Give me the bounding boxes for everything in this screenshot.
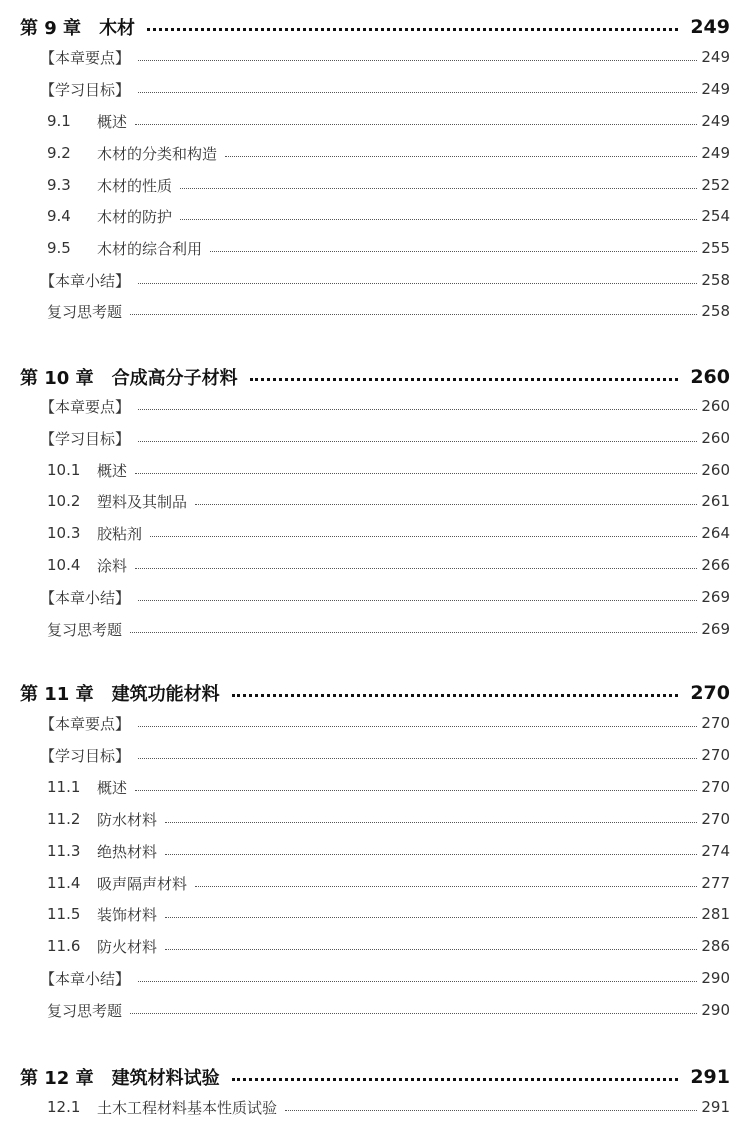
page-number: 274 (701, 842, 730, 860)
toc-entry[interactable] (47, 774, 730, 800)
entry-title: 木材的综合利用 (97, 239, 203, 258)
chapter-number: 第 12 章 (20, 1068, 94, 1089)
entry-title: 吸声隔声材料 (97, 874, 188, 893)
toc-entry[interactable] (47, 520, 730, 546)
toc-entry[interactable] (40, 267, 730, 293)
page-number: 270 (701, 778, 730, 796)
page-number: 264 (701, 524, 730, 542)
page-number: 270 (701, 810, 730, 828)
toc-entry[interactable] (47, 108, 730, 134)
toc-entry[interactable] (47, 235, 730, 261)
entry-title: 复习思考题 (47, 620, 123, 639)
chapter-heading[interactable] (20, 362, 730, 392)
entry-title: 概述 (97, 461, 128, 480)
page-number: 291 (690, 1066, 730, 1088)
chapter-title: 合成高分子材料 (111, 368, 238, 389)
page-number: 249 (701, 144, 730, 162)
entry-title: 木材的分类和构造 (97, 144, 218, 163)
chapter-number: 第 10 章 (20, 368, 94, 389)
entry-title: 概述 (97, 112, 128, 131)
entry-title: 涂料 (97, 556, 128, 575)
section-number: 11.6 (47, 937, 81, 955)
page-number: 277 (701, 874, 730, 892)
page-number: 249 (690, 16, 730, 38)
chapter-title: 建筑功能材料 (111, 684, 220, 705)
entry-title: 木材的性质 (97, 176, 173, 195)
toc-entry[interactable] (47, 1094, 730, 1120)
toc-entry[interactable] (40, 393, 730, 419)
toc-entry[interactable] (47, 616, 730, 642)
toc-entry[interactable] (47, 838, 730, 864)
toc-entry[interactable] (47, 806, 730, 832)
page-number: 252 (701, 176, 730, 194)
page-number: 270 (701, 714, 730, 732)
dot-leader (225, 156, 697, 157)
toc-entry[interactable] (47, 457, 730, 483)
page-number: 258 (701, 302, 730, 320)
toc-entry[interactable] (47, 298, 730, 324)
dot-leader (165, 822, 697, 823)
entry-title: 【本章小结】 (40, 969, 131, 988)
toc-entry[interactable] (40, 425, 730, 451)
dot-leader (138, 981, 697, 982)
chapter-title: 木材 (99, 18, 136, 39)
dot-leader (130, 314, 697, 315)
dot-leader (138, 92, 697, 93)
page-number: 269 (701, 620, 730, 638)
dot-leader (138, 758, 697, 759)
entry-title: 木材的防护 (97, 207, 173, 226)
page-number: 255 (701, 239, 730, 257)
entry-title: 塑料及其制品 (97, 492, 188, 511)
entry-title: 土木工程材料基本性质试验 (97, 1098, 278, 1117)
dot-leader (232, 694, 679, 697)
page-number: 281 (701, 905, 730, 923)
toc-entry[interactable] (40, 710, 730, 736)
page-number: 254 (701, 207, 730, 225)
section-number: 10.1 (47, 461, 81, 479)
toc-entry[interactable] (40, 584, 730, 610)
page-number: 249 (701, 48, 730, 66)
section-number: 11.4 (47, 874, 81, 892)
dot-leader (195, 504, 697, 505)
entry-title: 【学习目标】 (40, 746, 131, 765)
dot-leader (138, 409, 697, 410)
page-number: 249 (701, 112, 730, 130)
entry-title: 装饰材料 (97, 905, 158, 924)
dot-leader (147, 28, 678, 31)
page-number: 261 (701, 492, 730, 510)
section-number: 10.3 (47, 524, 81, 542)
page-number: 260 (701, 461, 730, 479)
chapter-heading[interactable] (20, 678, 730, 708)
chapter-title: 建筑材料试验 (111, 1068, 220, 1089)
dot-leader (165, 854, 697, 855)
chapter-number: 第 11 章 (20, 684, 94, 705)
page-number: 270 (690, 682, 730, 704)
dot-leader (150, 536, 697, 537)
page-number: 266 (701, 556, 730, 574)
section-number: 11.5 (47, 905, 81, 923)
section-number: 9.1 (47, 112, 71, 130)
dot-leader (165, 917, 697, 918)
entry-title: 复习思考题 (47, 1001, 123, 1020)
dot-leader (210, 251, 697, 252)
page-number: 290 (701, 1001, 730, 1019)
section-number: 12.1 (47, 1098, 81, 1116)
toc-entry[interactable] (47, 203, 730, 229)
toc-entry[interactable] (40, 44, 730, 70)
page-number: 258 (701, 271, 730, 289)
chapter-heading[interactable] (20, 12, 730, 42)
dot-leader (285, 1110, 697, 1111)
page-number: 249 (701, 80, 730, 98)
entry-title: 概述 (97, 778, 128, 797)
page-number: 291 (701, 1098, 730, 1116)
dot-leader (135, 473, 697, 474)
entry-title: 胶粘剂 (97, 524, 143, 543)
entry-title: 复习思考题 (47, 302, 123, 321)
dot-leader (135, 568, 697, 569)
dot-leader (130, 632, 697, 633)
dot-leader (165, 949, 697, 950)
entry-title: 【学习目标】 (40, 429, 131, 448)
page-number: 269 (701, 588, 730, 606)
section-number: 11.2 (47, 810, 81, 828)
dot-leader (138, 726, 697, 727)
entry-title: 防水材料 (97, 810, 158, 829)
entry-title: 绝热材料 (97, 842, 158, 861)
toc-entry[interactable] (47, 870, 730, 896)
dot-leader (180, 219, 697, 220)
page-number: 286 (701, 937, 730, 955)
dot-leader (195, 886, 697, 887)
toc-entry[interactable] (47, 901, 730, 927)
toc-entry[interactable] (47, 933, 730, 959)
toc-entry[interactable] (40, 76, 730, 102)
page-number: 260 (701, 397, 730, 415)
page-number: 290 (701, 969, 730, 987)
dot-leader (250, 378, 679, 381)
toc-entry[interactable] (47, 140, 730, 166)
toc-entry[interactable] (47, 997, 730, 1023)
section-number: 10.2 (47, 492, 81, 510)
entry-title: 【本章要点】 (40, 397, 131, 416)
toc-entry[interactable] (47, 172, 730, 198)
dot-leader (130, 1013, 697, 1014)
section-number: 11.3 (47, 842, 81, 860)
dot-leader (135, 124, 697, 125)
entry-title: 【本章要点】 (40, 714, 131, 733)
dot-leader (135, 790, 697, 791)
page-number: 270 (701, 746, 730, 764)
page-number: 260 (690, 366, 730, 388)
chapter-heading[interactable] (20, 1062, 730, 1092)
toc-entry[interactable] (47, 552, 730, 578)
section-number: 11.1 (47, 778, 81, 796)
entry-title: 【学习目标】 (40, 80, 131, 99)
dot-leader (180, 188, 697, 189)
toc-entry[interactable] (40, 742, 730, 768)
dot-leader (232, 1078, 679, 1081)
entry-title: 【本章小结】 (40, 271, 131, 290)
dot-leader (138, 283, 697, 284)
toc-entry[interactable] (40, 965, 730, 991)
section-number: 10.4 (47, 556, 81, 574)
section-number: 9.4 (47, 207, 71, 225)
dot-leader (138, 60, 697, 61)
dot-leader (138, 600, 697, 601)
chapter-number: 第 9 章 (20, 18, 82, 39)
dot-leader (138, 441, 697, 442)
section-number: 9.2 (47, 144, 71, 162)
entry-title: 防火材料 (97, 937, 158, 956)
entry-title: 【本章小结】 (40, 588, 131, 607)
toc-entry[interactable] (47, 488, 730, 514)
section-number: 9.5 (47, 239, 71, 257)
entry-title: 【本章要点】 (40, 48, 131, 67)
page-number: 260 (701, 429, 730, 447)
section-number: 9.3 (47, 176, 71, 194)
